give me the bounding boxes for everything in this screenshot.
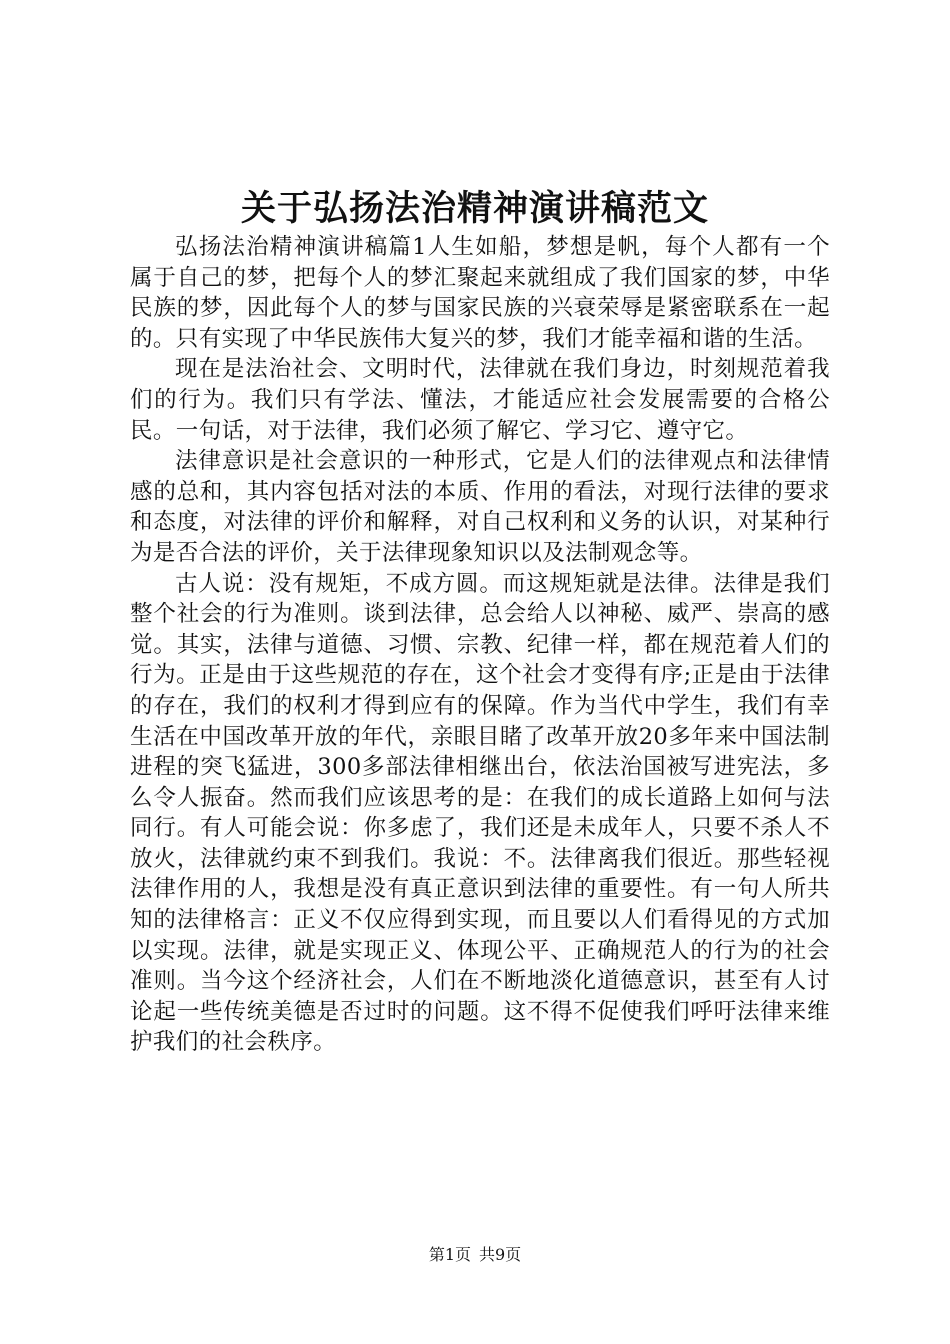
paragraph: 古人说：没有规矩，不成方圆。而这规矩就是法律。法律是我们整个社会的行为准则。谈到法律，总会给人以神秘、威严、崇高的感觉。其实，法律与道德、习惯、宗教、纪律一样，都在规范着人们的行为。正是由于这些规范的存在，这个社会才变得有序;正是由于法律的存在，我们的权利才得到应有的保障。作为当代中学生，我们有幸生活在中国改革开放的年代，亲眼目睹了改革开放20多年来中国法制进程的突飞猛进，300多部法律相继出台，依法治国被写进宪法，多么令人振奋。然而我们应该思考的是：在我们的成长道路上如何与法同行。有人可能会说：你多虑了，我们还是未成年人，只要不杀人不放火，法律就约束不到我们。我说：不。法律离我们很近。那些轻视法律作用的人，我想是没有真正意识到法律的重要性。有一句人所共知的法律格言：正义不仅应得到实现，而且要以人们看得见的方式加以实现。法律，就是实现正义、体现公平、正确规范人的行为的社会准则。当今这个经济社会，人们在不断地淡化道德意识，甚至有人讨论起一些传统美德是否过时的问题。这不得不促使我们呼吁法律来维护我们的社会秩序。 — [130, 570, 830, 1056]
document-body — [130, 232, 830, 1058]
page-number: 第1页 — [428, 1245, 471, 1264]
paragraph: 弘扬法治精神演讲稿篇1人生如船，梦想是帆，每个人都有一个属于自己的梦，把每个人的梦汇聚起来就组成了我们国家的梦，中华民族的梦，因此每个人的梦与国家民族的兴衰荣辱是紧密联系在一起的。只有实现了中华民族伟大复兴的梦，我们才能幸福和谐的生活。 — [130, 234, 830, 352]
page-footer — [0, 1244, 950, 1266]
document-title: 关于弘扬法治精神演讲稿范文 — [240, 189, 709, 229]
paragraph: 法律意识是社会意识的一种形式，它是人们的法律观点和法律情感的总和，其内容包括对法的本质、作用的看法，对现行法律的要求和态度，对法律的评价和解释，对自己权利和义务的认识，对某种行为是否合法的评价，关于法律现象知识以及法制观念等。 — [130, 448, 830, 566]
page-total: 共9页 — [479, 1245, 522, 1264]
paragraph: 现在是法治社会、文明时代，法律就在我们身边，时刻规范着我们的行为。我们只有学法、懂法，才能适应社会发展需要的合格公民。一句话，对于法律，我们必须了解它、学习它、遵守它。 — [130, 356, 830, 444]
